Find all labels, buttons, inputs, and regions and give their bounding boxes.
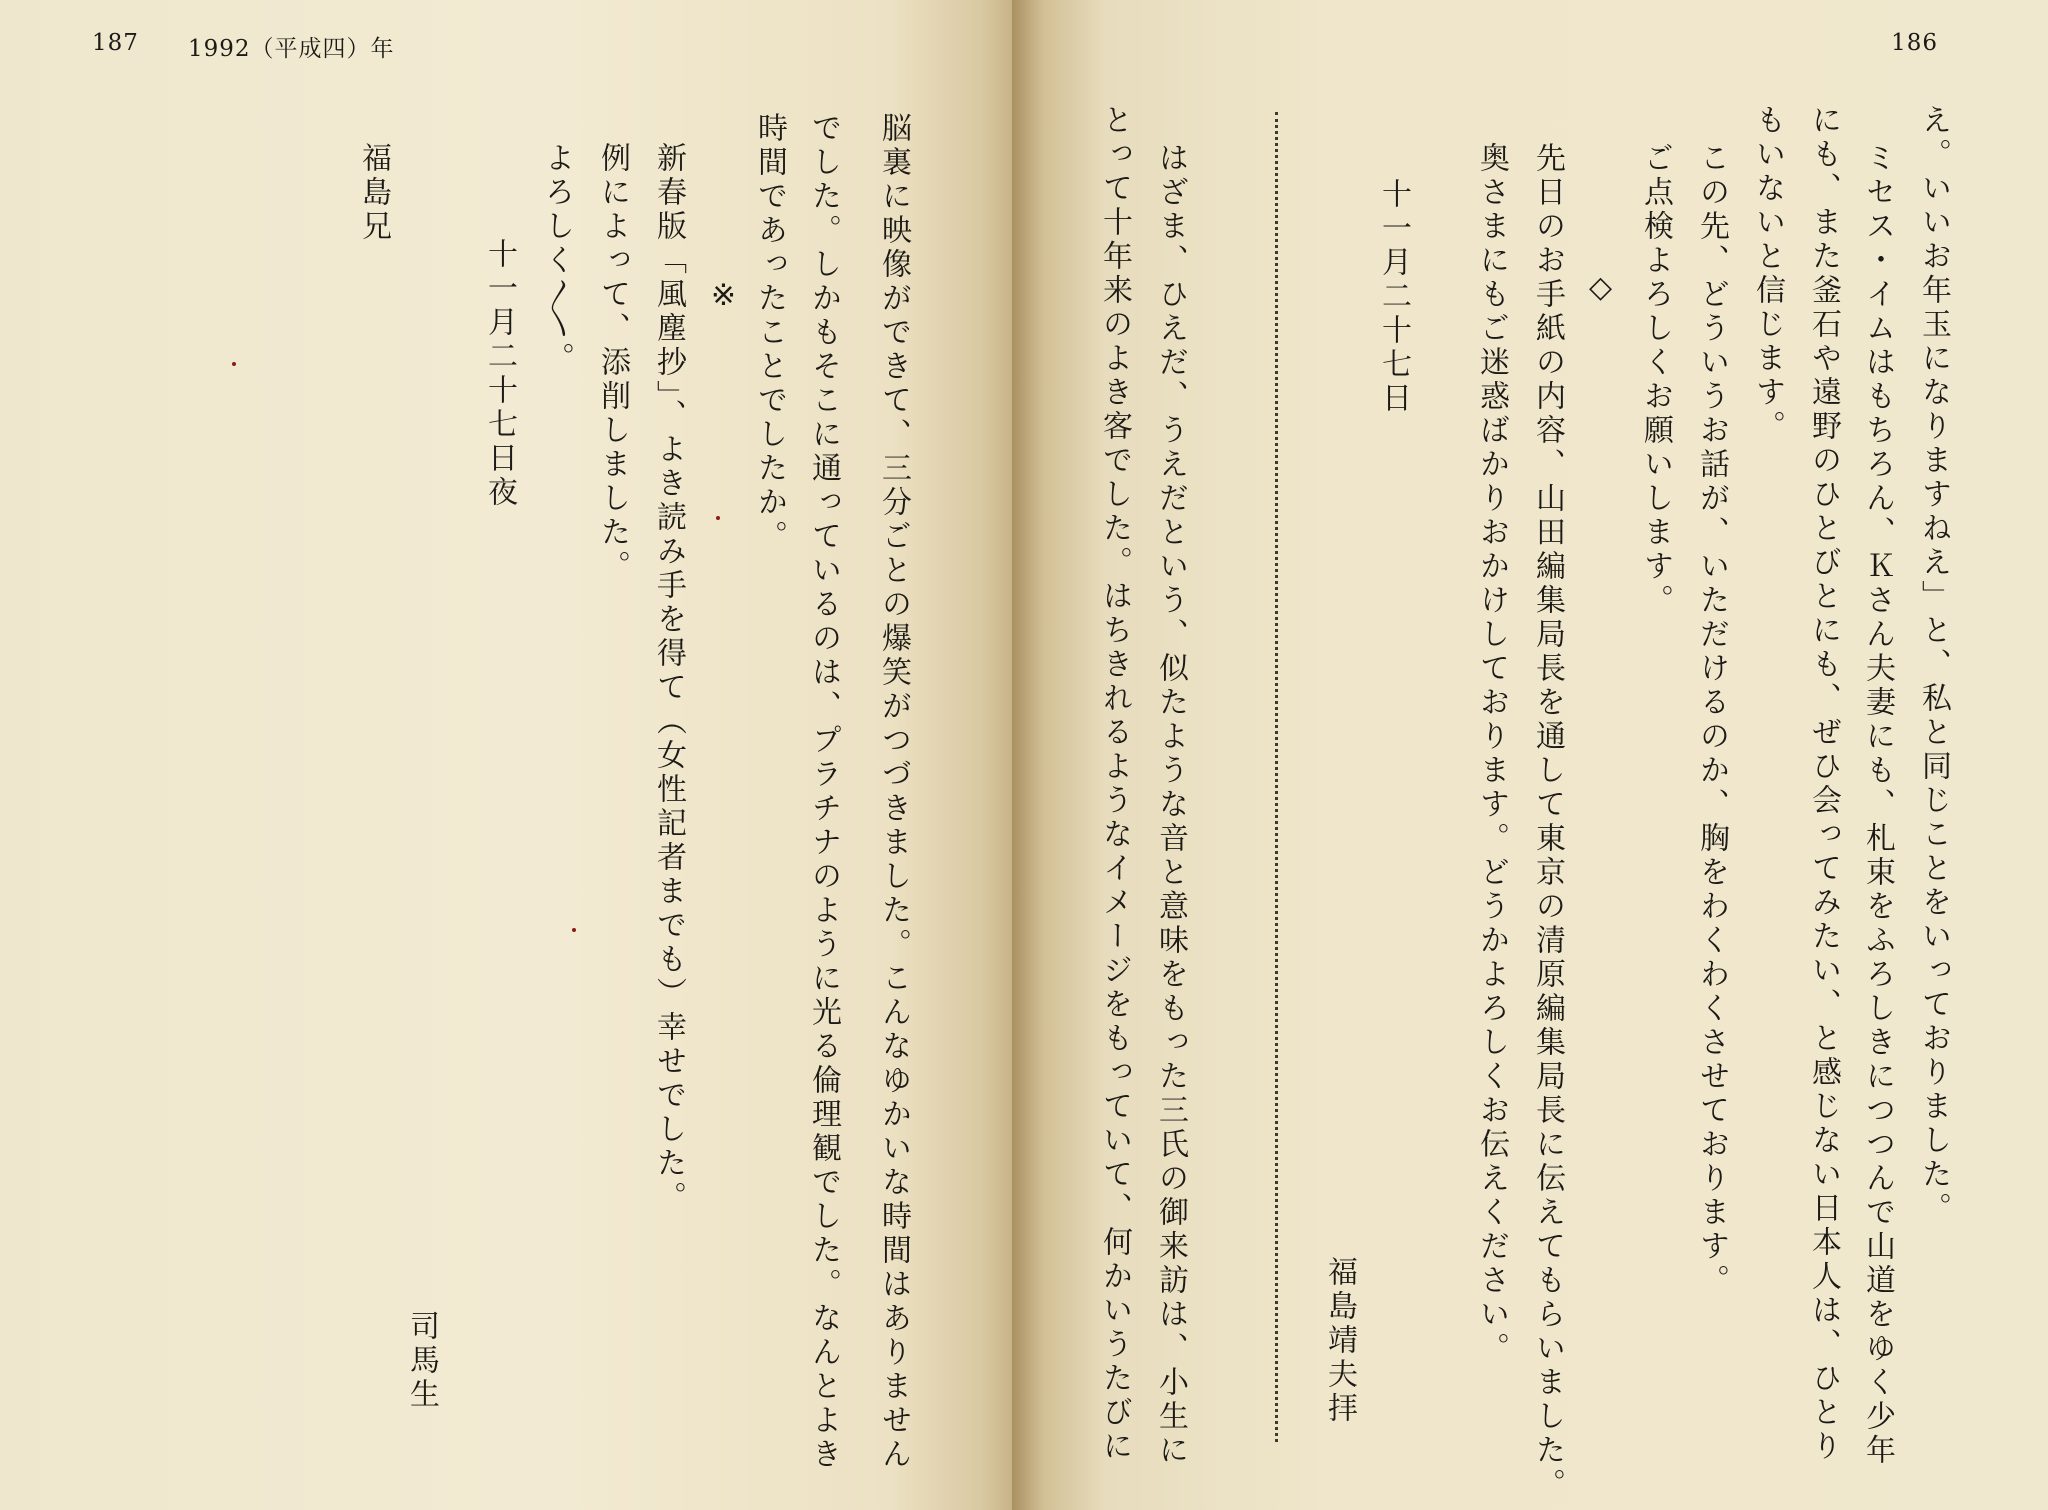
addressee: 福島兄 (356, 142, 391, 244)
page-number-left: 187 (92, 30, 139, 56)
text-column: ご点検よろしくお願いします。 (1638, 142, 1673, 618)
text-column: 奥さまにもご迷惑ばかりおかけしております。どうかよろしくお伝えください。 (1474, 142, 1509, 1366)
text-column: 新春版「風塵抄」、よき読み手を得て（女性記者までも）幸せでした。 (651, 142, 686, 1215)
diamond-mark: ◇ (1583, 270, 1618, 309)
ink-speck (716, 516, 720, 520)
text-column: とって十年来のよき客でした。はちきれるようなイメージをもっていて、何かいうたびに (1097, 104, 1132, 1464)
running-title: 1992（平成四）年 (188, 36, 395, 62)
page-number-right: 186 (1891, 30, 1938, 56)
text-column: でした。しかもそこに通っているのは、プラチナのように光る倫理観でした。なんとよき (806, 112, 841, 1472)
text-column: 例によって、添削しました。 (595, 142, 630, 584)
signature: 司馬生 (404, 1310, 439, 1412)
dotted-separator (1275, 112, 1278, 1442)
text-column: よろしく〳〵。 (539, 142, 574, 376)
text-column: 先日のお手紙の内容、山田編集局長を通して東京の清原編集局長に伝えてもらいました。 (1530, 142, 1565, 1502)
text-column: この先、どういうお話が、いただけるのか、胸をわくわくさせております。 (1694, 142, 1729, 1298)
date-line: 十一月二十七日夜 (482, 238, 517, 510)
ink-speck (232, 362, 236, 366)
signature: 福島靖夫拝 (1322, 1256, 1357, 1426)
text-column: 時間であったことでしたか。 (752, 112, 787, 554)
left-page (0, 0, 1012, 1510)
text-column: ミセス・イムはもちろん、Ｋさん夫妻にも、札束をふろしきにつつんで山道をゆく少年 (1860, 142, 1895, 1468)
asterisk-mark: ※ (706, 278, 741, 317)
text-column: もいないと信じます。 (1750, 104, 1785, 444)
text-column: にも、また釜石や遠野のひとびとにも、ぜひ会ってみたい、と感じない日本人は、ひとり (1806, 104, 1841, 1464)
ink-speck (572, 928, 576, 932)
text-column: え。いいお年玉になりますねえ」と、私と同じことをいっておりました。 (1916, 104, 1951, 1226)
date-line: 十一月二十七日 (1376, 178, 1411, 416)
text-column: はざま、ひえだ、うえだという、似たような音と意味をもった三氏の御来訪は、小生に (1153, 142, 1188, 1468)
text-column: 脳裏に映像ができて、三分ごとの爆笑がつづきました。こんなゆかいな時間はありません (876, 112, 911, 1472)
